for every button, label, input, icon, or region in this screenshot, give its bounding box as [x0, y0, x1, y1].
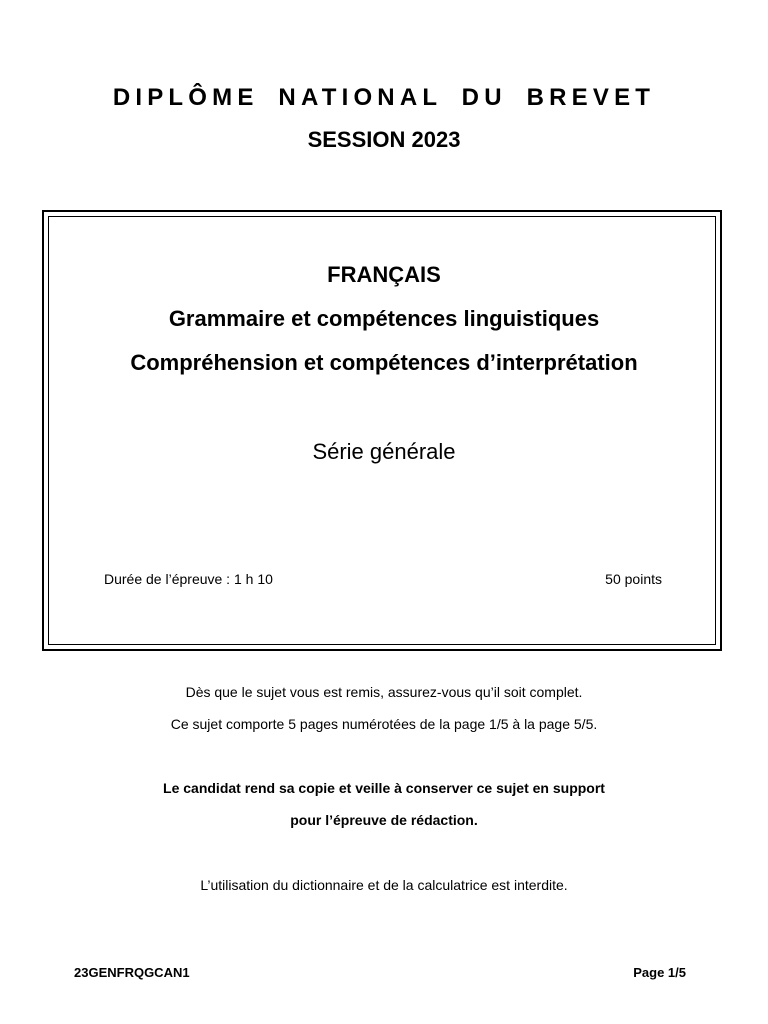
- subject-grammar-line: Grammaire et compétences linguistiques: [168, 306, 600, 331]
- instruction-no-dictionary: L’utilisation du dictionnaire et de la calculatrice est interdite.: [200, 877, 568, 893]
- subject-title: FRANÇAIS: [327, 262, 441, 287]
- subject-comprehension-line: Compréhension et compétences d’interprétation: [130, 350, 638, 375]
- page-number: Page 1/5: [633, 965, 686, 980]
- exam-points: 50 points: [605, 571, 662, 587]
- subject-code: 23GENFRQGCAN1: [74, 965, 190, 980]
- instruction-complete-check: Dès que le sujet vous est remis, assurez-vous qu’il soit complet.: [185, 684, 583, 700]
- session-label: SESSION 2023: [307, 127, 461, 152]
- series-label: Série générale: [312, 439, 456, 464]
- exam-duration: Durée de l’épreuve : 1 h 10: [104, 571, 273, 587]
- instruction-page-count: Ce sujet comporte 5 pages numérotées de la page 1/5 à la page 5/5.: [170, 716, 598, 732]
- instruction-keep-subject: Le candidat rend sa copie et veille à conserver ce sujet en support: [163, 780, 605, 796]
- exam-title: DIPLÔME NATIONAL DU BREVET: [112, 84, 656, 111]
- instruction-keep-subject-cont: pour l’épreuve de rédaction.: [290, 812, 478, 828]
